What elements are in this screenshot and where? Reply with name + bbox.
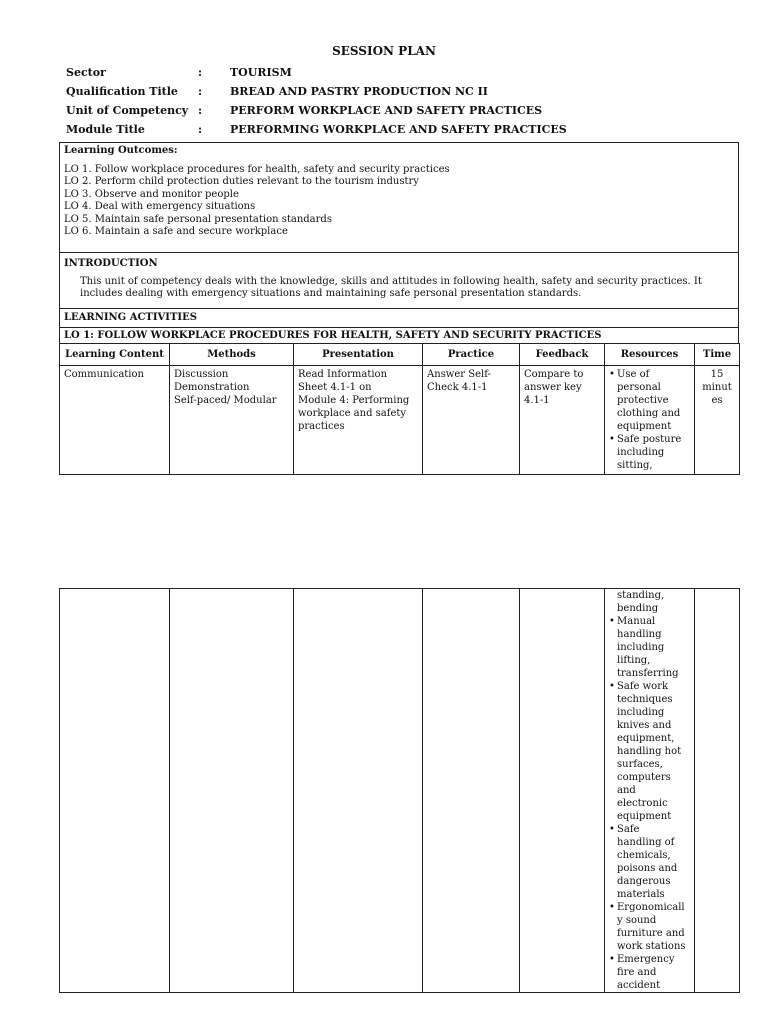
resource-line: computers [617,772,671,783]
learning-outcome-item: LO 4. Deal with emergency situations [64,201,256,212]
column-header: Learning Content [60,344,170,366]
resource-line: including [617,642,665,653]
resource-line: • Use of [617,369,650,380]
introduction-box [59,252,739,309]
resource-item [609,901,692,953]
resource-line: equipment [617,421,672,432]
cell-text: practices [298,421,345,432]
column-header: Time [695,344,740,366]
learning-content-cell [60,366,170,475]
resource-line: and [617,785,636,796]
resource-line: transferring [617,668,679,679]
resource-line: work stations [617,941,686,952]
meta-key: Qualification Title [66,85,178,98]
meta-colon: : [198,123,203,136]
resource-line: including [617,707,665,718]
resource-line: sitting, [617,460,653,471]
meta-value: TOURISM [230,66,292,79]
cell-text: Self-paced/ Modular [174,395,277,406]
resource-line: • Manual [617,616,656,627]
practice-cell [423,589,520,993]
presentation-cell [294,366,423,475]
feedback-cell [520,589,605,993]
resource-line: • Emergency [617,954,675,965]
table-header-row [60,344,740,366]
cell-text: 4.1-1 [524,395,550,406]
meta-colon: : [198,104,203,117]
resource-line: protective [617,395,669,406]
column-header: Resources [605,344,695,366]
resource-line: • Safe work [617,681,669,692]
cell-text: es [711,395,723,406]
resource-line: • Safe [617,824,640,835]
resource-line: equipment [617,811,672,822]
resource-item [609,953,692,992]
presentation-cell [294,589,423,993]
meta-key: Sector [66,66,106,79]
introduction-text-line: includes dealing with emergency situations and maintaining safe personal presentation standards. [80,288,582,299]
resource-line: dangerous [617,876,671,887]
resource-line: furniture and [617,928,685,939]
meta-key: Unit of Competency [66,104,189,117]
cell-text: workplace and safety [298,408,407,419]
table-row [60,366,740,475]
resource-item [609,680,692,823]
introduction-heading: INTRODUCTION [64,258,158,269]
meta-value: BREAD AND PASTRY PRODUCTION NC II [230,85,488,98]
cell-text: Demonstration [174,382,250,393]
practice-cell [423,366,520,475]
resource-line: handling hot [617,746,682,757]
cell-text: Communication [64,369,144,380]
resource-line: handling [617,629,662,640]
resource-line: clothing and [617,408,681,419]
learning-outcomes-heading: Learning Outcomes: [64,145,178,156]
table-row [60,589,740,993]
learning-outcome-item: LO 2. Perform child protection duties relevant to the tourism industry [64,176,419,187]
resource-line: chemicals, [617,850,671,861]
feedback-cell [520,366,605,475]
resource-line: personal [617,382,661,393]
resource-item [609,368,692,433]
learning-outcome-item: LO 6. Maintain a safe and secure workplace [64,226,288,237]
resource-line: standing, [617,590,665,601]
resource-line: materials [617,889,665,900]
column-header: Feedback [520,344,605,366]
resource-line: fire and [617,967,657,978]
resource-item [609,823,692,901]
resource-line: techniques [617,694,673,705]
introduction-text-line: This unit of competency deals with the knowledge, skills and attitudes in following health, safety and security practices. It [80,275,702,287]
cell-text: Discussion [174,369,229,380]
learning-content-cell [60,589,170,993]
column-header: Presentation [294,344,423,366]
meta-colon: : [198,85,203,98]
learning-outcome-item: LO 3. Observe and monitor people [64,188,239,200]
resource-line: equipment, [617,733,675,744]
resource-line: • Safe posture [617,434,682,445]
learning-activities-heading: LEARNING ACTIVITIES [59,308,739,328]
cell-text: Module 4: Performing [298,395,410,406]
cell-text: Check 4.1-1 [427,382,488,393]
time-cell [695,366,740,475]
resources-cell [605,366,695,475]
resource-item [609,615,692,680]
cell-text: Read Information [298,369,388,380]
meta-colon: : [198,66,203,79]
learning-outcomes-box [59,142,739,253]
resource-line: including [617,447,665,458]
cell-text: answer key [524,382,582,393]
methods-cell [170,589,294,993]
resource-line: handling of [617,837,675,848]
learning-outcome-item: LO 5. Maintain safe personal presentation standards [64,213,332,225]
resources-cell [605,589,695,993]
resource-line: accident [617,980,661,991]
cell-text: 15 [710,369,724,380]
resource-line: y sound [617,915,657,926]
time-cell [695,589,740,993]
cell-text: minut [702,382,732,393]
cell-text: Sheet 4.1-1 on [298,382,372,393]
cell-text: Compare to [524,369,584,380]
resource-line: knives and [617,720,672,731]
session-plan-table-continued [59,588,740,993]
lo1-heading: LO 1: FOLLOW WORKPLACE PROCEDURES FOR HEALTH, SAFETY AND SECURITY PRACTICES [59,327,739,344]
resource-item [609,589,692,615]
column-header: Practice [423,344,520,366]
resource-line: poisons and [617,863,678,874]
resource-item [609,433,692,472]
learning-outcome-item: LO 1. Follow workplace procedures for health, safety and security practices [64,163,450,175]
meta-value: PERFORM WORKPLACE AND SAFETY PRACTICES [230,104,543,117]
resource-line: lifting, [617,655,651,666]
meta-value: PERFORMING WORKPLACE AND SAFETY PRACTICES [230,123,567,136]
meta-key: Module Title [66,123,145,136]
cell-text: Answer Self- [427,369,491,380]
resource-line: electronic [617,798,668,809]
page-title: SESSION PLAN [332,44,436,58]
column-header: Methods [170,344,294,366]
session-plan-table [59,343,740,475]
resource-line: • Ergonomicall [617,902,685,913]
resource-line: surfaces, [617,759,663,770]
resource-line: bending [617,603,659,614]
methods-cell [170,366,294,475]
